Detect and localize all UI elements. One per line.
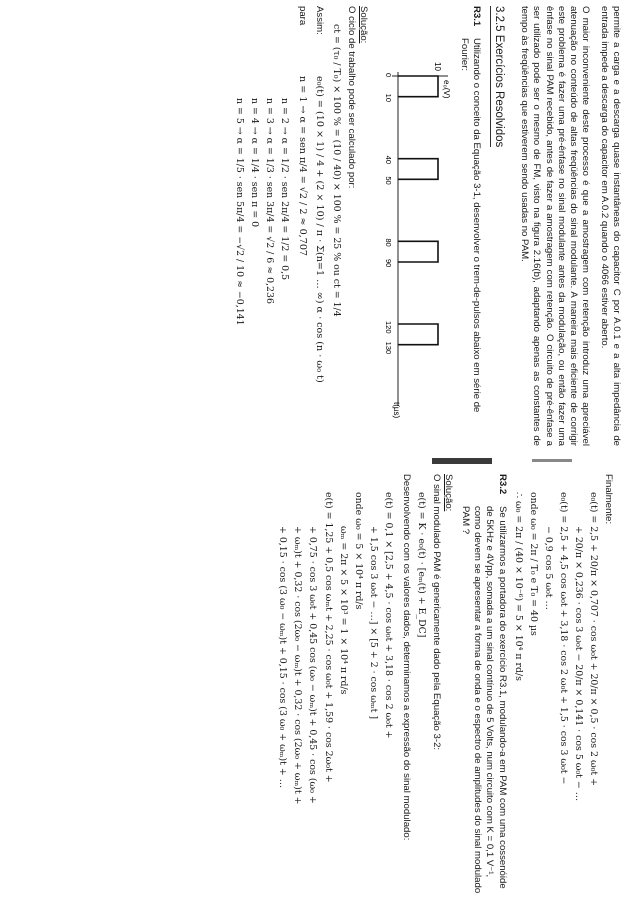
alpha-n4: n = 4 → α = 1/4 · sen π = 0 [249, 98, 261, 228]
section-heading: 3.2.5 Exercícios Resolvidos [490, 6, 506, 147]
scan-artifact [532, 459, 572, 462]
x-tick-label: 10 [383, 93, 393, 103]
y-axis-label: e₀(V) [441, 80, 451, 99]
alpha-n2: n = 2 → α = 1/2 · sen 2π/4 = 1/2 = 0,5 [279, 98, 291, 281]
solution-heading: Solução: [358, 6, 370, 44]
developed-eq-2: + 1,5 cos 3 ω₀t − …] × [5 + 2 · cos ωₘt ] [367, 526, 379, 720]
exercise-label: R3.2 [496, 474, 508, 495]
exercise-r32 [458, 474, 507, 900]
x-axis-label: t(µs) [391, 402, 401, 419]
result-eq-3: + ωₘ)t + 0,32 · cos (2ω₀ − ωₘ)t + 0,32 · cos (2ω₀ + ωₘ)t + [292, 526, 304, 805]
alpha-n1: n = 1 → α = sen π/4 = √2 / 2 ≈ 0,707 [296, 76, 308, 257]
pulse-train-graph [374, 6, 454, 436]
pulse-2 [398, 159, 438, 180]
x-tick-label: 90 [383, 259, 393, 268]
alpha-n3: n = 3 → α = 1/3 · sen 3π/4 = √2 / 6 ≈ 0,236 [264, 98, 276, 304]
x-tick-label: 0 [383, 73, 393, 78]
x-tick-label: 130 [383, 341, 393, 355]
pulse-3 [398, 241, 438, 262]
x-tick-label: 50 [383, 176, 393, 185]
exercise-statement: Utilizando o conceito da Equação 3-1, desenvolver o trem-de-pulsos abaixo em série de Fourier: [458, 38, 483, 413]
pulse-4 [398, 324, 438, 345]
pam-equation: e(t) = K · e₀(t) · [eₘ(t) + E_DC] [415, 492, 427, 638]
fourier-row [313, 6, 325, 446]
alpha-n5: n = 5 → α = 1/5 · sen 5π/4 = −√2 / 10 ≈ −0,141 [234, 98, 246, 326]
pam-text: O sinal modulado PAM é genericamente dado pela Equação 3-2: [431, 474, 443, 751]
fourier-equation: e₀(t) = (10 × 1) / 4 + (2 × 10) / π · Σ(n=1 … ∞) α · cos (n · ω₀ t) [313, 76, 325, 383]
x-tick-label: 120 [383, 321, 393, 334]
assim-label: Assim: [313, 6, 325, 35]
finalmente-label: Finalmente: [603, 474, 614, 525]
para-label: para [296, 6, 308, 26]
x-tick-label: 80 [383, 238, 393, 247]
exercise-label: R3.1 [471, 6, 483, 27]
omega-definition: onde ω₀ = 2π / T₀ e T₀ = 40 µs [527, 492, 539, 636]
development-text: Desenvolvendo com os valores dados, determinamos a expressão do sinal modulado: [400, 474, 412, 841]
final-eq-4: − 0,9 cos 5 ω₀t … [542, 526, 554, 610]
final-eq-1: e₀(t) = 2,5 + 20/π × 0,707 · cos ω₀t + 20/π × 0,5 · cos 2 ω₀t + [587, 492, 599, 786]
result-eq-4: + 0,15 · cos (3 ω₀ − ωₘ)t + 0,15 · cos (3 ω₀ + ωₘ)t + … [277, 526, 289, 789]
right-column [0, 474, 632, 900]
final-eq-3: e₀(t) = 2,5 + 4,5 cos ω₀t + 3,18 · cos 2 ω₀t + 1,5 · cos 3 ω₀t − [557, 492, 569, 785]
onde-omegam: ωₘ = 2π × 5 × 10³ = 1 × 10⁴ π rd/s [337, 526, 349, 695]
y-tick-label: 10 [432, 62, 442, 71]
exercise-r31 [458, 6, 483, 446]
exercise-statement: Se utilizarmos a portadora do exercício R3.1, modulando-a em PAM com uma cossenóide de 5KHz e 4Vpp, somada a um sinal contínuo de 5 Volts, num circuito com K = 0,1 V⁻¹, como devem se apresentar a forma de onda e o espectro de amplitudes do sinal modulado PAM ? [459, 506, 508, 894]
left-column [0, 6, 632, 446]
result-eq-1: e(t) = 1,25 + 0,5 cos ωₘt + 2,25 · cos ω₀t + 1,59 · cos 2ω₀t + [322, 492, 334, 783]
pulse-1 [398, 76, 438, 97]
duty-cycle-equation: ct = (τ₀ / T₀) × 100 % = (10 / 40) × 100 % = 25 % ou ct = 1/4 [330, 24, 342, 317]
duty-cycle-text: O ciclo de trabalho pode ser calculado por: [346, 6, 358, 189]
paragraph-pre-emphasis: O maior inconveniente deste processo é que a amostragem com retenção introduz uma apreciável atenuação no conteúdo de altas freqüências do sinal modulante. A maneira mais eficiente de corrigir este problema é fazer uma pré-ênfase no sinal modulante antes da modulação, ou então fazer uma ênfase no sinal PAM recebido, antes de fazer a amostragem com retenção. O circuito de pré-ênfase a ser utilizado pode ser o mesmo de FM, visto na figura 2.16(b), adaptando apenas as constantes de tempo às freqüências que estiverem sendo usadas no PAM. [519, 6, 592, 446]
developed-eq-1: e(t) = 0,1 × [2,5 + 4,5 · cos ω₀t + 3,18 · cos 2 ω₀t + [382, 492, 394, 739]
final-eq-2: + 20/π × 0,236 · cos 3 ω₀t − 20/π × 0,141 · cos 5 ω₀t − … [572, 526, 584, 802]
omega-value: ∴ ω₀ = 2π / (40 × 10⁻⁶) = 5 × 10⁴ π rd/s [512, 492, 524, 681]
solution-heading: Solução: [443, 474, 455, 512]
onde-omega0: onde ω₀ = 5 × 10⁴ π rd/s [352, 492, 364, 610]
scan-artifact [432, 458, 492, 464]
result-eq-2: + 0,75 · cos 3 ω₀t + 0,45 cos (ω₀ − ωₘ)t + 0,45 · cos (ω₀ + [307, 526, 319, 804]
alpha-row-1 [295, 6, 307, 446]
x-tick-label: 40 [383, 155, 393, 165]
paragraph-capacitor: permite a carga e a descarga quase instantâneas do capacitor C por A.0.1 e a alta impedância de entrada impede a descarga do capacitor em A.0.2 quando o 4066 estiver aberto. [598, 6, 622, 446]
